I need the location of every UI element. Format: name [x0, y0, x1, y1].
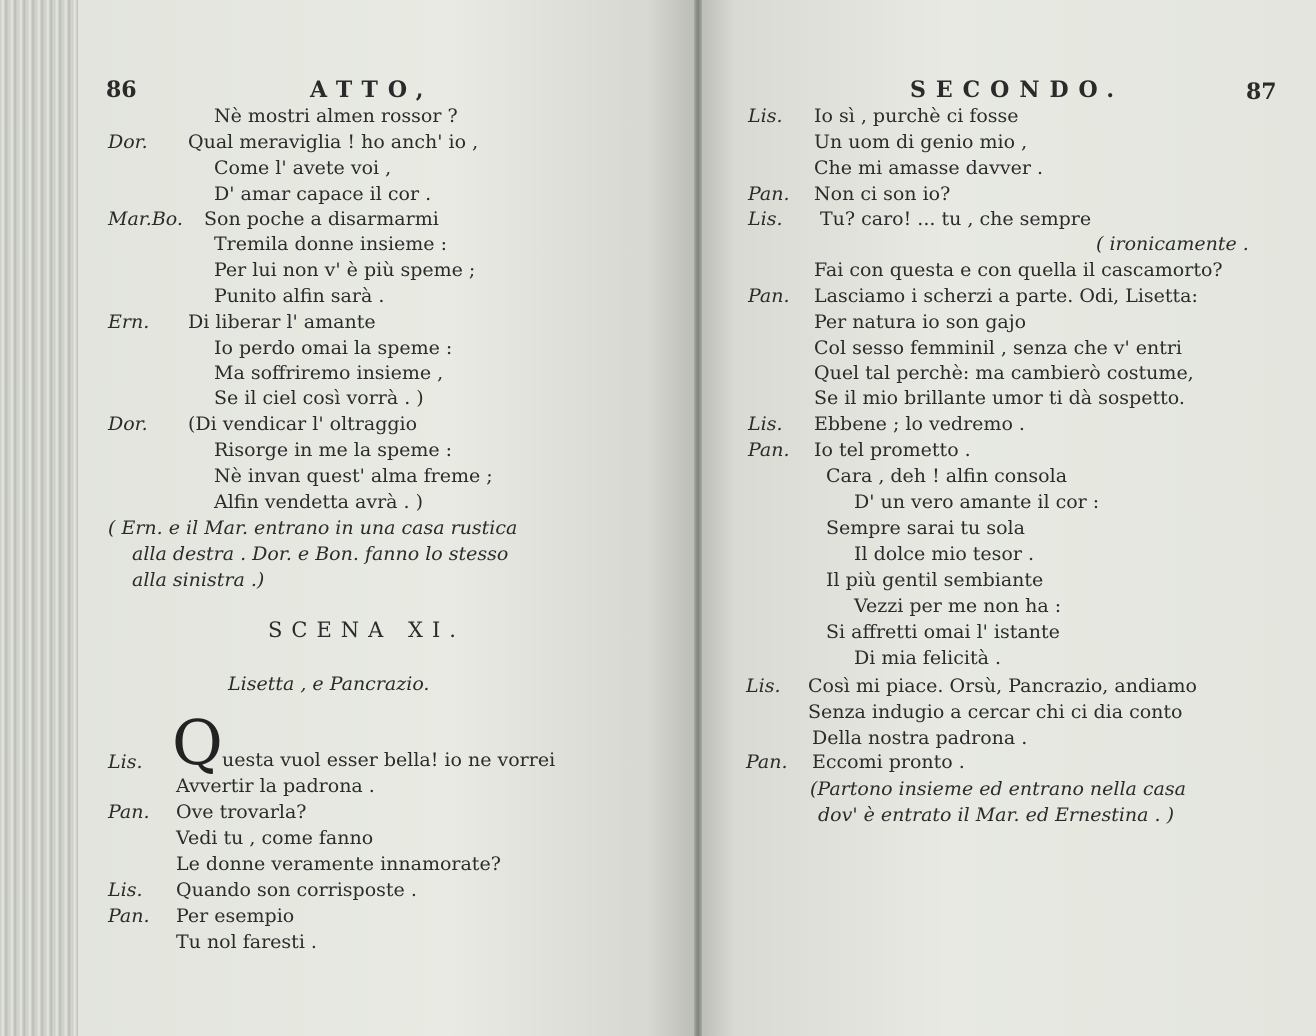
- speaker-label: Lis.: [108, 879, 143, 901]
- verse-line: Tu? caro! ... tu , che sempre: [820, 208, 1092, 230]
- verse-line: Fai con questa e con quella il cascamorto?: [814, 259, 1223, 281]
- book-gutter: [694, 0, 702, 1036]
- verse-line: Quando son corrisposte .: [176, 879, 417, 901]
- stage-direction-line: (Partono insieme ed entrano nella casa: [810, 778, 1186, 800]
- verse-line: Ma soffriremo insieme ,: [214, 362, 444, 384]
- verse-line: Come l' avete voi ,: [214, 157, 392, 179]
- verse-line: Io sì , purchè ci fosse: [814, 105, 1019, 127]
- page-number-left: 86: [106, 77, 137, 103]
- speaker-label: Lis.: [108, 751, 143, 773]
- verse-line: Se il ciel così vorrà . ): [214, 387, 424, 409]
- stage-direction-line: alla destra . Dor. e Bon. fanno lo stesso: [132, 543, 509, 565]
- speaker-label: Lis.: [748, 105, 783, 127]
- verse-line: Per lui non v' è più speme ;: [214, 259, 476, 281]
- page-edges: [0, 0, 80, 1036]
- speaker-label: Dor.: [108, 131, 148, 153]
- verse-line: Io perdo omai la speme :: [214, 337, 453, 359]
- verse-line: Per natura io son gajo: [814, 311, 1027, 333]
- verse-line: Sempre sarai tu sola: [826, 517, 1025, 539]
- verse-line: Non ci son io?: [814, 183, 951, 205]
- verse-line: Le donne veramente innamorate?: [176, 853, 501, 875]
- drop-cap: Q: [172, 706, 223, 779]
- verse-line: Ove trovarla?: [176, 801, 307, 823]
- verse-line: Nè invan quest' alma freme ;: [214, 465, 493, 487]
- page-number-right: 87: [1246, 79, 1277, 105]
- verse-line: Avvertir la padrona .: [176, 775, 375, 797]
- verse-line: Tremila donne insieme :: [214, 233, 447, 255]
- verse-line: Di mia felicità .: [854, 647, 1001, 669]
- verse-line: Col sesso femminil , senza che v' entri: [814, 337, 1183, 359]
- verse-line: Eccomi pronto .: [812, 751, 965, 773]
- speaker-label: Pan.: [748, 439, 790, 461]
- verse-line: Tu nol faresti .: [176, 931, 317, 953]
- verse-line: Qual meraviglia ! ho anch' io ,: [188, 131, 479, 153]
- scene-characters: Lisetta , e Pancrazio.: [228, 673, 430, 695]
- verse-line: Il più gentil sembiante: [826, 569, 1044, 591]
- running-header-right: SECONDO.: [910, 77, 1125, 103]
- stage-direction-line: dov' è entrato il Mar. ed Ernestina . ): [818, 804, 1175, 826]
- verse-line: Così mi piace. Orsù, Pancrazio, andiamo: [808, 675, 1197, 697]
- verse-line: Della nostra padrona .: [812, 727, 1028, 749]
- speaker-label: Pan.: [108, 905, 150, 927]
- verse-line: Un uom di genio mio ,: [814, 131, 1028, 153]
- scene-title: SCENA XI.: [268, 618, 465, 642]
- speaker-label: Ern.: [108, 311, 150, 333]
- verse-line: Ebbene ; lo vedremo .: [814, 413, 1025, 435]
- verse-line: Si affretti omai l' istante: [826, 621, 1060, 643]
- verse-line: Vezzi per me non ha :: [854, 595, 1062, 617]
- speaker-label: Lis.: [748, 208, 783, 230]
- verse-line: Risorge in me la speme :: [214, 439, 453, 461]
- verse-line: Che mi amasse davver .: [814, 157, 1044, 179]
- verse-line: D' un vero amante il cor :: [854, 491, 1100, 513]
- speaker-label: Pan.: [108, 801, 150, 823]
- speaker-label: Mar.Bo.: [108, 208, 183, 230]
- verse-line: Alfin vendetta avrà . ): [214, 491, 424, 513]
- stage-direction: ( ironicamente .: [1096, 233, 1249, 255]
- verse-line: Nè mostri almen rossor ?: [214, 105, 458, 127]
- verse-line: Vedi tu , come fanno: [176, 827, 374, 849]
- verse-line: Io tel prometto .: [814, 439, 971, 461]
- stage-direction-line: ( Ern. e il Mar. entrano in una casa rustica: [108, 517, 518, 539]
- verse-line: Punito alfin sarà .: [214, 285, 385, 307]
- running-header-left: ATTO,: [310, 77, 434, 103]
- verse-line: Son poche a disarmarmi: [204, 208, 439, 230]
- speaker-label: Pan.: [748, 183, 790, 205]
- speaker-label: Pan.: [748, 285, 790, 307]
- speaker-label: Dor.: [108, 413, 148, 435]
- verse-line: Senza indugio a cercar chi ci dia conto: [808, 701, 1183, 723]
- verse-line: uesta vuol esser bella! io ne vorrei: [222, 749, 556, 771]
- verse-line: Di liberar l' amante: [188, 311, 376, 333]
- verse-line: (Di vendicar l' oltraggio: [188, 413, 418, 435]
- verse-line: Cara , deh ! alfin consola: [826, 465, 1068, 487]
- verse-line: D' amar capace il cor .: [214, 183, 432, 205]
- speaker-label: Pan.: [746, 751, 788, 773]
- verse-line: Quel tal perchè: ma cambierò costume,: [814, 362, 1194, 384]
- verse-line: Se il mio brillante umor ti dà sospetto.: [814, 387, 1185, 409]
- speaker-label: Lis.: [746, 675, 781, 697]
- speaker-label: Lis.: [748, 413, 783, 435]
- verse-line: Lasciamo i scherzi a parte. Odi, Lisetta:: [814, 285, 1198, 307]
- stage-direction-line: alla sinistra .): [132, 569, 265, 591]
- verse-line: Il dolce mio tesor .: [854, 543, 1035, 565]
- verse-line: Per esempio: [176, 905, 295, 927]
